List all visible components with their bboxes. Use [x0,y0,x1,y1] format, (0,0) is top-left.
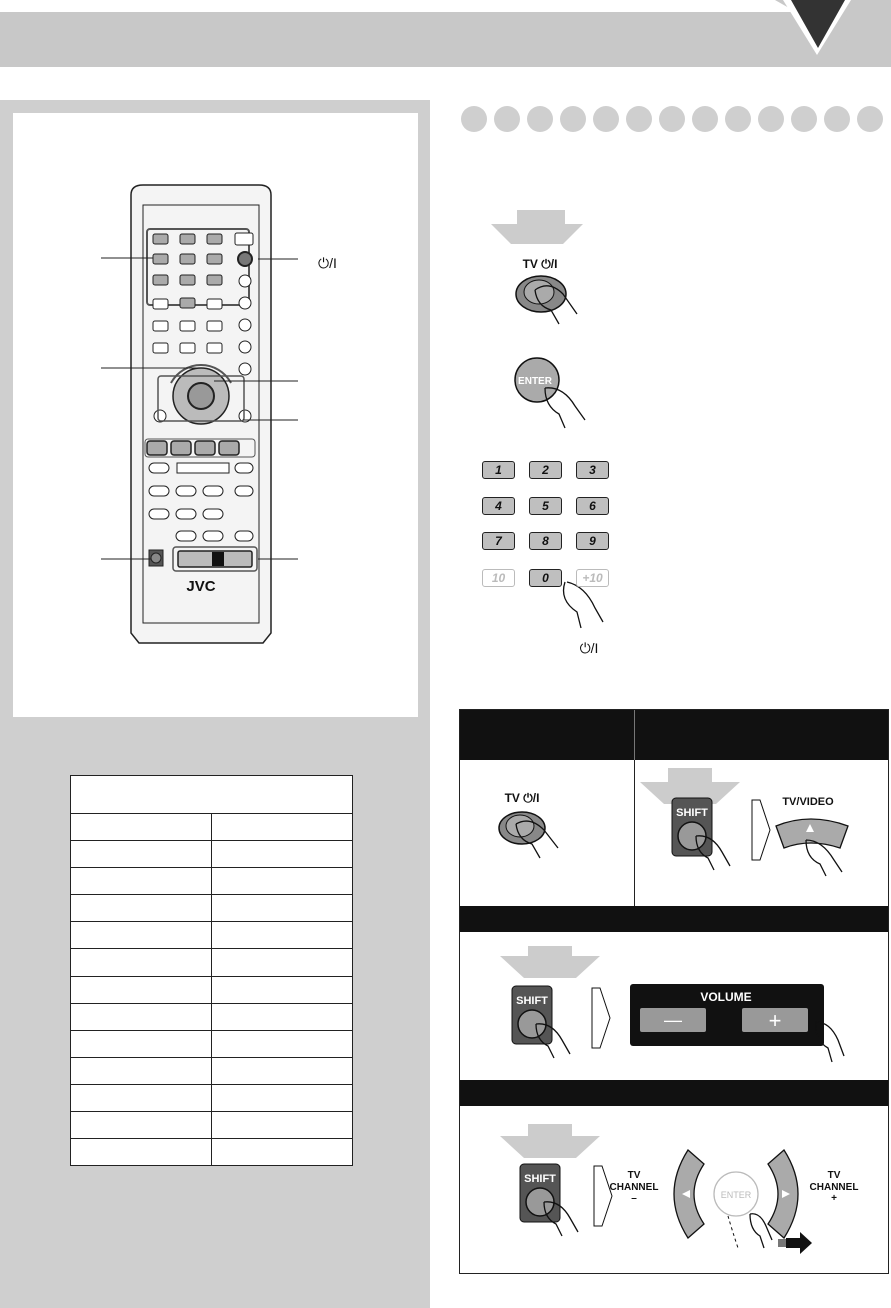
numeric-key-3[interactable]: 3 [576,461,609,479]
volume-plus-label: + [768,1008,782,1033]
code-table [70,775,353,1166]
code-table-code-cell [211,814,353,841]
enter-label-1: ENTER [518,376,552,387]
code-table-row [71,1057,353,1084]
numeric-key-10[interactable]: 10 [482,569,515,587]
numeric-key-5[interactable]: 5 [529,497,562,515]
step-dot [725,106,751,132]
code-table-row [71,1003,353,1030]
step-dot [461,106,487,132]
numeric-key-7[interactable]: 7 [482,532,515,550]
code-table-row [71,1139,353,1166]
step-dots [459,104,889,134]
numeric-key-4[interactable]: 4 [482,497,515,515]
code-table-brand-cell [71,922,212,949]
operations-illustrations [460,760,888,1274]
code-table-row [71,976,353,1003]
remote-control-illustration [13,113,418,717]
code-table-row [71,814,353,841]
code-table-code-cell [211,1003,353,1030]
channel-minus-label-1: TV [627,1170,641,1181]
corner-triangle-icon [775,0,891,66]
code-table-brand-cell [71,1057,212,1084]
channel-minus-label-2: CHANNEL [609,1182,659,1193]
power-symbol-label: ⏻/I [579,640,599,656]
brand-logo: JVC [186,578,216,595]
code-table-brand-cell [71,868,212,895]
enter-label-2: ENTER [720,1190,752,1200]
code-table-brand-cell [71,1030,212,1057]
step-dot [527,106,553,132]
code-table-row [71,895,353,922]
setup-steps-illustration [459,210,889,680]
code-table-row [71,1112,353,1139]
numeric-key-9[interactable]: 9 [576,532,609,550]
step-dot [659,106,685,132]
code-table-code-cell [211,1112,353,1139]
code-table-code-cell [211,895,353,922]
code-table-row [71,949,353,976]
step-dot [824,106,850,132]
code-table-brand-cell [71,949,212,976]
power-callout-label: ⏻/I [318,255,337,271]
step-dot [692,106,718,132]
shift-label-3: SHIFT [524,1173,556,1185]
channel-plus-label-2: CHANNEL [809,1182,859,1193]
code-table-code-cell [211,949,353,976]
channel-minus-label-3: – [631,1193,637,1204]
numeric-key-0[interactable]: 0 [529,569,562,587]
step-dot [494,106,520,132]
code-table-row [71,868,353,895]
channel-plus-label-3: + [831,1193,837,1204]
numeric-key-plus10[interactable]: +10 [576,569,609,587]
step-dot [593,106,619,132]
code-table-row [71,1084,353,1111]
code-table-code-cell [211,1030,353,1057]
code-table-brand-cell [71,1112,212,1139]
code-table-code-cell [211,868,353,895]
operations-col2-header [635,710,888,760]
numeric-key-2[interactable]: 2 [529,461,562,479]
numeric-key-1[interactable]: 1 [482,461,515,479]
channel-plus-label-1: TV [827,1170,841,1181]
tv-video-label: TV/VIDEO [782,796,834,808]
code-table-code-cell [211,1139,353,1166]
code-table-brand-cell [71,1003,212,1030]
volume-label: VOLUME [700,990,752,1004]
operations-col1-header [460,710,634,760]
code-table-brand-cell [71,841,212,868]
step-dot [758,106,784,132]
step-dot [560,106,586,132]
code-table-code-cell [211,922,353,949]
code-table-brand-cell [71,976,212,1003]
code-table-brand-cell [71,814,212,841]
header-bar [0,12,891,67]
numeric-key-8[interactable]: 8 [529,532,562,550]
code-table-brand-cell [71,1084,212,1111]
code-table-row [71,1030,353,1057]
operations-header-row [460,710,888,760]
step-dot [857,106,883,132]
code-table-code-cell [211,976,353,1003]
numeric-key-6[interactable]: 6 [576,497,609,515]
code-table-code-cell [211,841,353,868]
code-table-row [71,922,353,949]
shift-label-1: SHIFT [676,807,708,819]
operations-table [459,709,889,1274]
tv-power-label-2: TV ⏻/I [504,791,540,805]
code-table-brand-cell [71,895,212,922]
code-table-code-cell [211,1084,353,1111]
volume-minus-label: — [664,1010,682,1030]
step-dot [626,106,652,132]
step-dot [791,106,817,132]
shift-label-2: SHIFT [516,995,548,1007]
code-table-brand-cell [71,1139,212,1166]
code-table-code-cell [211,1057,353,1084]
code-table-row [71,841,353,868]
code-table-header [71,776,353,814]
tv-power-label-1: TV ⏻/I [522,257,558,271]
